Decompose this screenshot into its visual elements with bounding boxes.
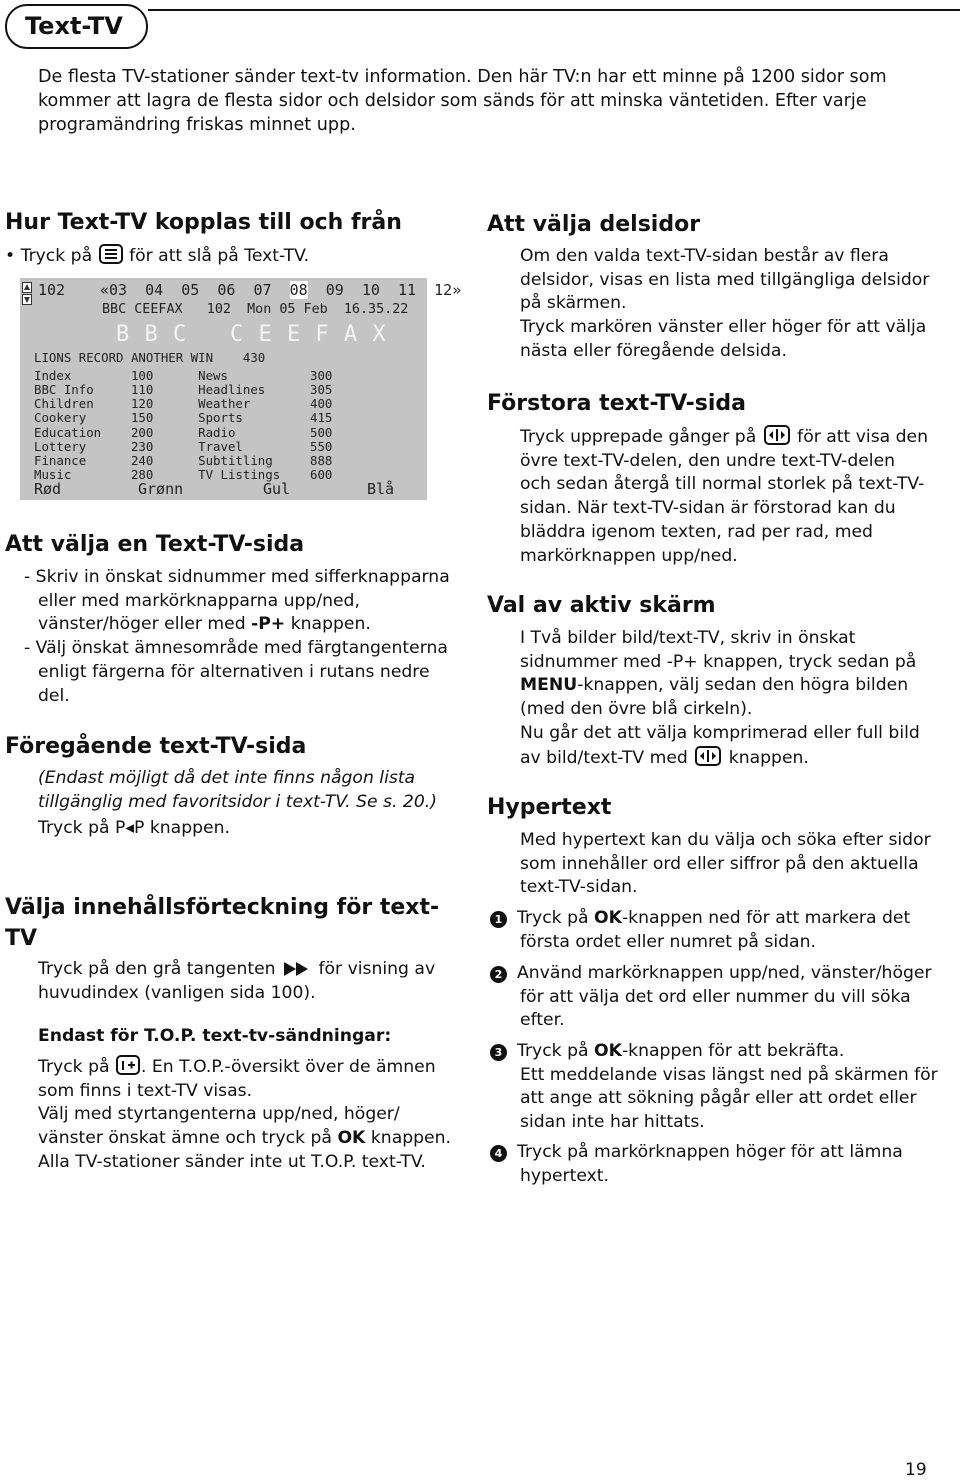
intro-line: kommer att lagra de flesta sidor och delsidor som sänds för att minska väntetiden. Efter varje — [38, 90, 867, 111]
previous-page-text: (Endast möjligt då det inte finns någon lista tillgänglig med favoritsidor i text-TV. Se s. 20.) Tryck på P◂P knappen. — [38, 768, 437, 839]
select-page-text: - Skriv in önskat sidnummer med sifferknapparna eller med markörknapparna upp/ned, vänster/höger eller med -P+ knappen. - Välj önskat ämnesområde med färgtangenterna enligt färgerna för alternativen i rutans nedre del. — [24, 567, 450, 706]
step-number-4: 4 — [490, 1145, 507, 1162]
up-down-arrows-icon — [22, 282, 32, 306]
heading-hypertext: Hypertext — [487, 795, 612, 820]
hypertext-step-3: 3 Tryck på OK-knappen för att bekräfta. Ett meddelande visas längst ned på skärmen för att ange att sökning pågår eller att ordet eller sidan inte har hittats. — [490, 1040, 938, 1135]
hypertext-step-2: 2 Använd markörknappen upp/ned, vänster/höger för att välja det ord eller nummer du vill söka efter. — [490, 962, 932, 1033]
tt-row: BBC Info 110 Headlines 305 — [34, 382, 333, 397]
tt-row: Lottery 230 Travel 550 — [34, 439, 333, 454]
section-tab: Text-TV — [5, 4, 148, 49]
subpages-text: Om den valda text-TV-sidan består av flera delsidor, visas en lista med tillgängliga delsidor på skärmen. Tryck markören vänster eller höger för att välja nästa eller föregående delsida. — [520, 246, 930, 361]
hypertext-text: Med hypertext kan du välja och söka efter sidor som innehåller ord eller siffror på den aktuella text-TV-sidan. — [520, 830, 931, 898]
p-back-p-key: P◂P — [115, 818, 145, 839]
tt-banner: B B C C E E F A X — [116, 322, 387, 347]
tt-row: Education 200 Radio 500 — [34, 425, 333, 440]
tt-headline: LIONS RECORD ANOTHER WIN 430 — [34, 350, 266, 365]
intro-line: De flesta TV-stationer sänder text-tv information. Den här TV:n har ett minne på 1200 sidor som — [38, 67, 887, 87]
tt-row: Finance 240 Subtitling 888 — [34, 453, 333, 468]
tt-color-blue: Blå — [367, 480, 395, 498]
tt-row: Children 120 Weather 400 — [34, 396, 333, 411]
teletext-screen — [20, 278, 462, 500]
intro-line: programändring friskas minnet upp. — [38, 114, 356, 135]
heading-subpages: Att välja delsidor — [487, 212, 701, 237]
heading-text-tv-on-off: Hur Text-TV kopplas till och från — [5, 210, 402, 235]
tt-page-number: 102 — [38, 281, 66, 299]
enlarge-button-icon — [762, 425, 792, 445]
enlarge-button-icon — [693, 746, 723, 766]
tt-header-row: BBC CEEFAX 102 Mon 05 Feb 16.35.22 — [102, 302, 409, 317]
heading-index: Välja innehållsförteckning för text- TV — [5, 895, 440, 951]
heading-active-screen: Val av aktiv skärm — [487, 593, 716, 618]
p-plus-key: -P+ — [251, 614, 286, 635]
intro-paragraph — [38, 66, 898, 137]
tt-color-green: Grønn — [138, 480, 184, 498]
top-text: Tryck på . En T.O.P.-översikt över de ämnen som finns i text-TV visas. Välj med styrtangenterna upp/ned, höger/ vänster önskat ämne och tryck på OK knappen. Alla TV-stationer sänder inte ut T.O.P. text-TV. — [38, 1057, 451, 1172]
tt-selected-subpage: 08 — [289, 281, 308, 299]
teletext-button-icon — [98, 244, 124, 264]
step-number-3: 3 — [490, 1044, 507, 1061]
page-number: 19 — [905, 1460, 927, 1480]
enlarge-text: Tryck upprepade gånger på för att visa den övre text-TV-delen, den undre text-TV-delen och sedan återgå till normal storlek på text-TV- sidan. När text-TV-sidan är förstorad kan du bläddra igenom texten, rad per rad, med markörknappen upp/ned. — [520, 427, 929, 566]
heading-previous-page: Föregående text-TV-sida — [5, 734, 307, 759]
tt-row: Music 280 TV Listings 600 — [34, 467, 333, 482]
heading-enlarge: Förstora text-TV-sida — [487, 391, 747, 416]
hypertext-step-4: 4 Tryck på markörknappen höger för att lämna hypertext. — [490, 1141, 903, 1188]
header-rule — [148, 9, 960, 11]
hypertext-step-1: 1 Tryck på OK-knappen ned för att markera det första ordet eller numret på sidan. — [490, 907, 910, 954]
tt-subpages: «03 04 05 06 07 08 09 10 11 12» — [100, 281, 462, 299]
menu-key: MENU — [520, 675, 578, 696]
index-text: Tryck på den grå tangenten för visning av huvudindex (vanligen sida 100). — [38, 959, 436, 1003]
tt-color-yellow: Gul — [263, 480, 291, 498]
heading-select-page: Att välja en Text-TV-sida — [5, 532, 305, 557]
bullet-text-tv-on: • Tryck på för att slå på Text-TV. — [5, 246, 310, 266]
fast-forward-icon — [281, 961, 313, 977]
top-heading: Endast för T.O.P. text-tv-sändningar: — [38, 1026, 392, 1046]
tt-color-red: Rød — [34, 480, 62, 498]
tt-row: Cookery 150 Sports 415 — [34, 410, 333, 425]
ok-key: OK — [337, 1128, 366, 1149]
active-screen-text: I Två bilder bild/text-TV, skriv in önskat sidnummer med -P+ knappen, tryck sedan på MENU-knappen, välj sedan den högra bilden (med den övre blå cirkeln). Nu går det att välja komprimerad eller full bild av bild/text-TV med knappen. — [520, 628, 920, 768]
tt-row: Index 100 News 300 — [34, 368, 333, 383]
step-number-1: 1 — [490, 911, 507, 928]
top-info-button-icon — [115, 1055, 141, 1075]
step-number-2: 2 — [490, 966, 507, 983]
